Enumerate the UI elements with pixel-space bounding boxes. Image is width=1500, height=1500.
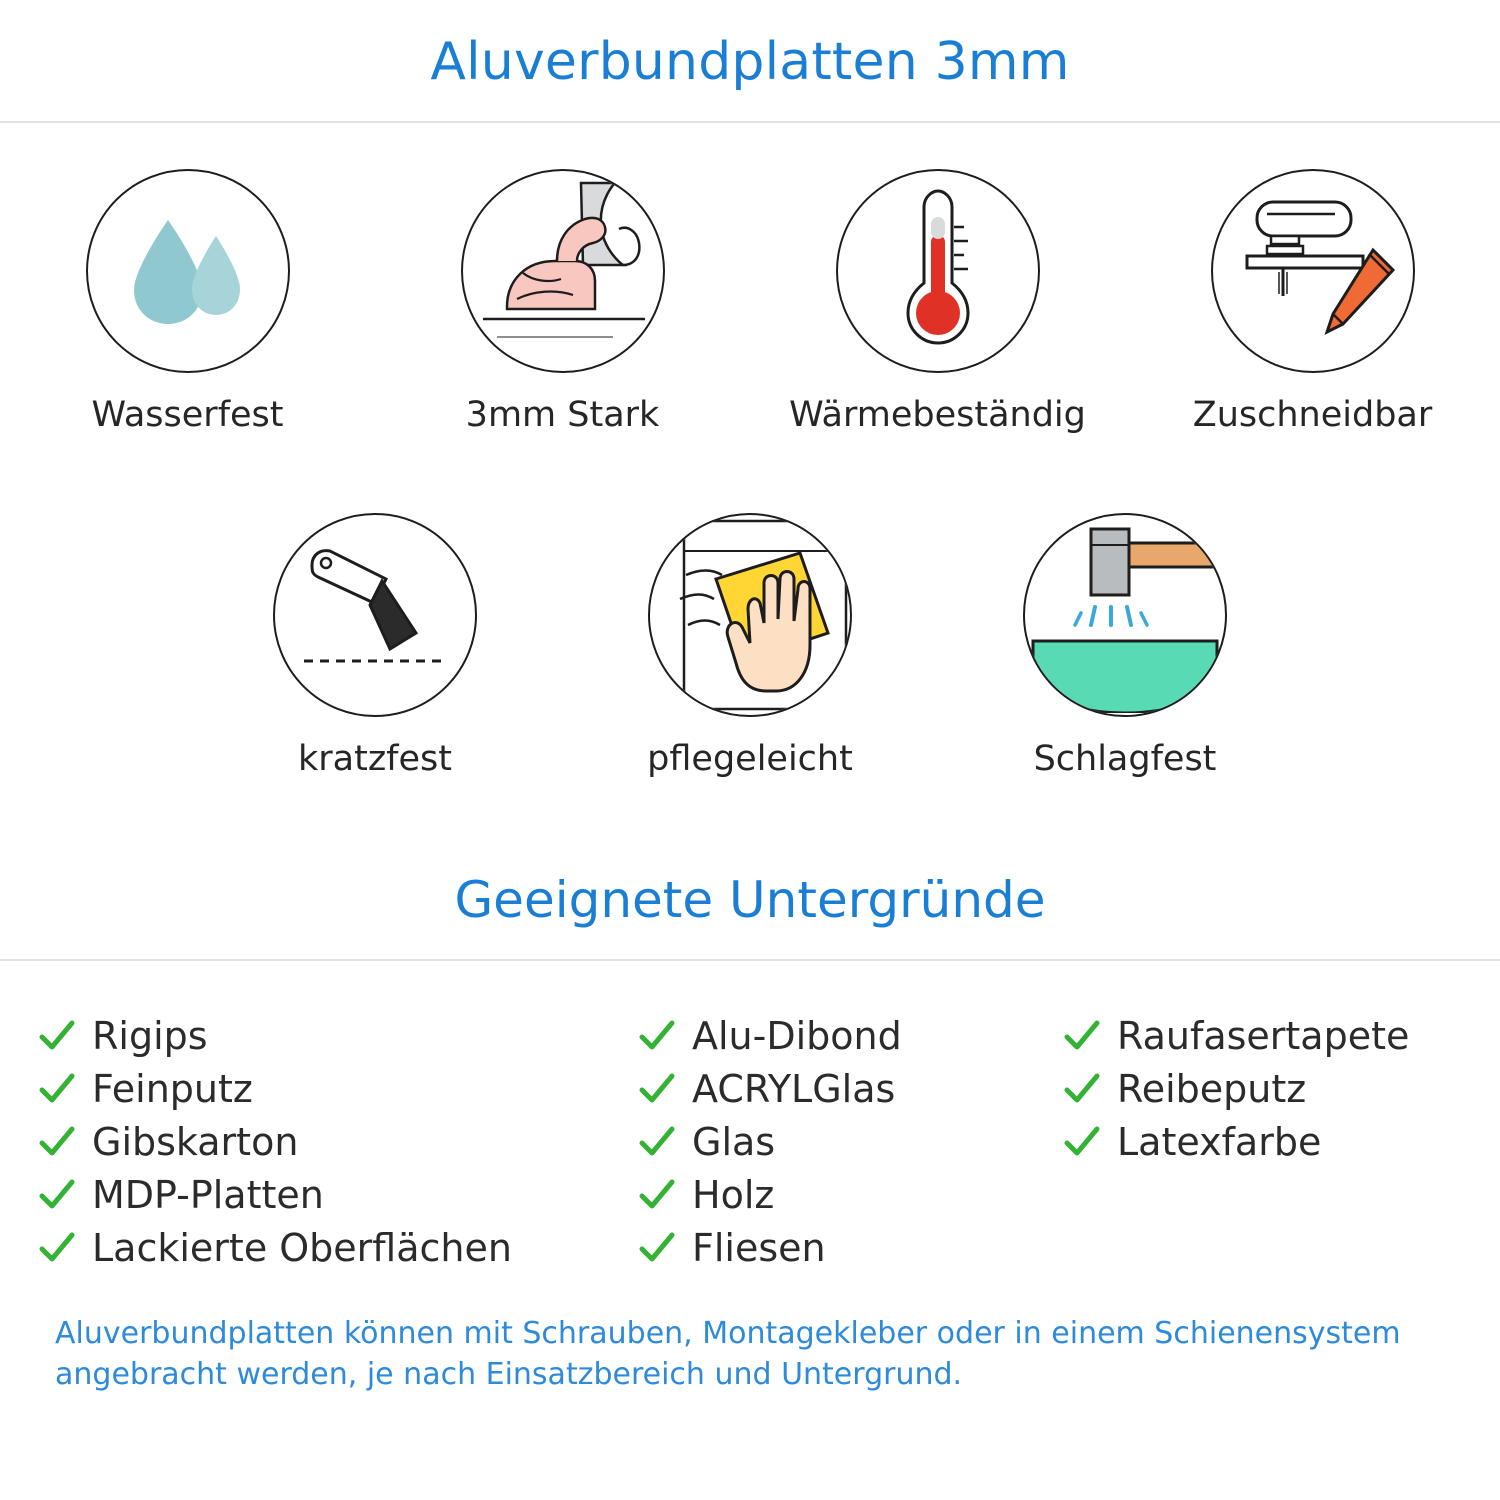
feature-label: 3mm Stark xyxy=(465,395,660,436)
hammer-impact-icon xyxy=(1025,513,1225,717)
list-item-label: ACRYLGlas xyxy=(692,1066,896,1111)
feature-pflegeleicht xyxy=(563,513,938,779)
list-item xyxy=(638,1221,1063,1274)
list-item-label: Latexfarbe xyxy=(1117,1119,1322,1164)
check-icon xyxy=(38,1229,76,1267)
footnote: Aluverbundplatten können mit Schrauben, Montagekleber oder in einem Schienensystem angebracht werden, je nach Einsatzbereich und Untergrund. xyxy=(55,1316,1401,1392)
feature-row-2 xyxy=(0,513,1500,779)
list-item-label: Holz xyxy=(692,1172,775,1217)
substrates-header xyxy=(0,871,1500,929)
check-icon xyxy=(38,1176,76,1214)
check-icon xyxy=(38,1123,76,1161)
feature-schlagfest xyxy=(938,513,1313,779)
substrate-list xyxy=(0,1009,1500,1274)
list-item xyxy=(38,1221,638,1274)
strong-arm-icon xyxy=(463,169,663,373)
check-icon xyxy=(1063,1017,1101,1055)
feature-icon-circle xyxy=(273,513,477,717)
check-icon xyxy=(638,1176,676,1214)
list-item xyxy=(638,1115,1063,1168)
substrates-divider xyxy=(0,959,1500,961)
check-icon xyxy=(38,1017,76,1055)
feature-icon-circle xyxy=(1211,169,1415,373)
feature-label: pflegeleicht xyxy=(647,739,853,780)
feature-label: Wasserfest xyxy=(91,395,284,436)
feature-icon-circle xyxy=(86,169,290,373)
page-title: Aluverbundplatten 3mm xyxy=(430,32,1070,92)
list-item xyxy=(638,1062,1063,1115)
check-icon xyxy=(638,1017,676,1055)
list-item-label: Reibeputz xyxy=(1117,1066,1307,1111)
list-item-label: Rigips xyxy=(92,1013,208,1058)
list-item-label: Gibskarton xyxy=(92,1119,299,1164)
check-icon xyxy=(638,1123,676,1161)
list-item-label: Glas xyxy=(692,1119,776,1164)
feature-grid xyxy=(0,169,1500,779)
substrate-column-2 xyxy=(638,1009,1063,1274)
list-item-label: Fliesen xyxy=(692,1225,826,1270)
list-item xyxy=(638,1168,1063,1221)
check-icon xyxy=(1063,1070,1101,1108)
list-item-label: Alu-Dibond xyxy=(692,1013,902,1058)
cleaning-cloth-hand-icon xyxy=(650,513,850,717)
list-item-label: Feinputz xyxy=(92,1066,253,1111)
feature-icon-circle xyxy=(461,169,665,373)
list-item-label: MDP-Platten xyxy=(92,1172,324,1217)
thermometer-icon xyxy=(878,187,998,356)
jigsaw-cutter-icon xyxy=(1223,184,1403,358)
check-icon xyxy=(1063,1123,1101,1161)
feature-label: Zuschneidbar xyxy=(1192,395,1433,436)
list-item xyxy=(38,1062,638,1115)
list-item xyxy=(1063,1009,1498,1062)
header-divider xyxy=(0,121,1500,123)
list-item xyxy=(38,1115,638,1168)
feature-icon-circle xyxy=(648,513,852,717)
feature-waermebestaendig xyxy=(750,169,1125,435)
list-item xyxy=(38,1168,638,1221)
feature-label: Schlagfest xyxy=(1033,739,1217,780)
substrates-title: Geeignete Untergründe xyxy=(454,871,1046,930)
check-icon xyxy=(38,1070,76,1108)
list-item xyxy=(38,1009,638,1062)
list-item-label: Raufasertapete xyxy=(1117,1013,1410,1058)
water-drops-icon xyxy=(108,194,268,348)
header xyxy=(0,0,1500,91)
knife-scratch-icon xyxy=(290,533,460,697)
check-icon xyxy=(638,1229,676,1267)
list-item xyxy=(1063,1115,1498,1168)
feature-3mm-stark xyxy=(375,169,750,435)
list-item xyxy=(1063,1062,1498,1115)
feature-kratzfest xyxy=(188,513,563,779)
list-item xyxy=(638,1009,1063,1062)
list-item-label: Lackierte Oberflächen xyxy=(92,1225,512,1270)
feature-icon-circle xyxy=(836,169,1040,373)
check-icon xyxy=(638,1070,676,1108)
feature-row-1 xyxy=(0,169,1500,435)
feature-label: kratzfest xyxy=(297,739,452,780)
feature-label: Wärmebeständig xyxy=(789,395,1086,436)
feature-zuschneidbar xyxy=(1125,169,1500,435)
feature-wasserfest xyxy=(0,169,375,435)
substrate-column-3 xyxy=(1063,1009,1498,1274)
substrate-column-1 xyxy=(38,1009,638,1274)
feature-icon-circle xyxy=(1023,513,1227,717)
